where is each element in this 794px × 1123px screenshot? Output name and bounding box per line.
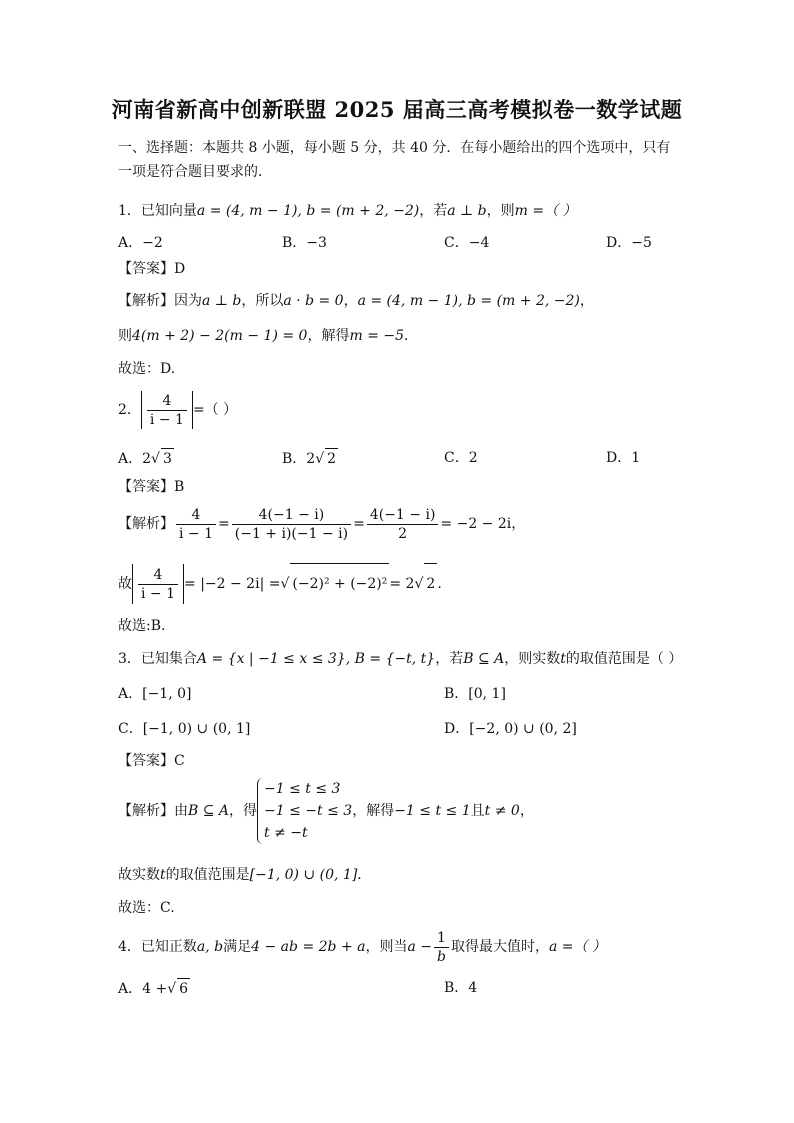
q3-prefix: 3．已知集合 xyxy=(118,651,197,667)
q3-then: ，则实数 xyxy=(504,651,561,667)
q1-l2-a: 则 xyxy=(118,328,132,344)
answer-label: 【答案】 xyxy=(118,261,174,277)
q3-an-1: 由 xyxy=(174,803,188,819)
q3-an-sub: B ⊆ A xyxy=(188,803,230,819)
q2-frac3 xyxy=(367,506,439,543)
q2-num: 4 xyxy=(147,392,187,411)
q4-a: a − xyxy=(407,939,432,955)
q2-opt-b-coef: 2 xyxy=(306,451,316,467)
q2-l2-abs xyxy=(132,564,184,604)
q3-option-b: B．[0, 1] xyxy=(444,686,506,702)
q3-l2-c: ． xyxy=(357,867,372,883)
q1-l2-b: ，解得 xyxy=(307,328,350,344)
q4-option-b: B．4 xyxy=(444,980,478,996)
q1-ask: m =（ ） xyxy=(514,203,577,219)
q2-l2-den: i − 1 xyxy=(141,585,176,602)
q2-l2-end: . xyxy=(437,576,442,592)
q3-mid: ，若 xyxy=(435,651,464,667)
q4-opt-a-rad: 6 xyxy=(177,978,190,999)
q2-eq-end: = −2 − 2i xyxy=(440,516,512,532)
q4-frac-den: b xyxy=(437,948,446,965)
q3-l2-b: 的取值范围是 xyxy=(165,867,250,883)
q4-ab: a, b xyxy=(196,939,224,955)
q2-frac1-den: i − 1 xyxy=(179,525,214,542)
q4-ask: a =（ ） xyxy=(548,939,606,955)
q3-an-5: ， xyxy=(519,803,534,819)
q3-an-3: ，解得 xyxy=(352,803,395,819)
q2-suffix: =（ ） xyxy=(192,402,238,418)
q1-analysis-text3: ， xyxy=(343,293,358,309)
q2-l2-prefix: 故 xyxy=(118,576,132,592)
q2-fraction xyxy=(147,392,187,429)
q2-option-c: C．2 xyxy=(444,450,478,466)
page-title: 河南省新高中创新联盟 2025 届高三高考模拟卷一数学试题 xyxy=(111,97,683,122)
section-intro: 一、选择题：本题共 8 小题，每小题 5 分，共 40 分．在每小题给出的四个选项中，只有一项是符合题目要求的． xyxy=(118,140,671,180)
q1-option-d: D．−5 xyxy=(606,235,652,251)
q4-then: ，则当 xyxy=(365,939,408,955)
q1-l2-c: ． xyxy=(404,328,419,344)
q2-analysis-end: ， xyxy=(511,516,526,532)
q2-abs xyxy=(141,391,193,429)
q2-l2-eq: = 2 xyxy=(389,576,415,592)
q4-eq: 4 − ab = 2b + a xyxy=(251,939,366,955)
q2-analysis-line2: 故 $\frac{4}{i - 1}$ = |−2 − 2i| =√ (−2)² + (−2)² = 2√ 2 . xyxy=(118,563,442,604)
q3-an-res2: t ≠ 0 xyxy=(484,803,520,819)
q1-option-a: A．−2 xyxy=(118,235,163,251)
q3-analysis-line2 xyxy=(118,865,371,885)
q3-option-d: D．[−2, 0) ∪ (0, 2] xyxy=(444,721,577,737)
q3-an-4: 且 xyxy=(470,803,485,819)
q2-opt-a-coef: 2 xyxy=(142,451,152,467)
q2-opt-b-rad: 2 xyxy=(325,448,338,469)
analysis-label: 【解析】 xyxy=(118,293,174,309)
q2-l2-mid: = |−2 − 2i| = xyxy=(184,576,281,592)
q1-analysis-dot: a · b = 0 xyxy=(283,293,344,309)
q1-answer-value: D xyxy=(174,261,186,277)
q2-frac1 xyxy=(176,506,216,543)
analysis-label: 【解析】 xyxy=(118,516,174,532)
q3-l2-t: t xyxy=(160,867,166,883)
q3-t: t xyxy=(560,651,566,667)
q3-analysis xyxy=(118,778,534,844)
q2-frac2 xyxy=(232,506,351,543)
q3-l2-range: [−1, 0) ∪ (0, 1] xyxy=(249,867,358,883)
q1-perp: a ⊥ b xyxy=(447,203,487,219)
q2-stem xyxy=(118,391,237,429)
q3-system xyxy=(257,778,352,844)
q1-vec-a: a = (4, m − 1), xyxy=(196,203,307,219)
q1-mid: ，若 xyxy=(419,203,448,219)
q3-sys-3: t ≠ −t xyxy=(264,825,308,841)
q1-vec-b: b = (m + 2, −2) xyxy=(306,203,420,219)
q4-frac-num: 1 xyxy=(434,929,449,948)
q4-max: 取得最大值时， xyxy=(450,939,549,955)
q3-answer xyxy=(118,751,185,771)
answer-label: 【答案】 xyxy=(118,479,174,495)
answer-label: 【答案】 xyxy=(118,753,174,769)
q4-mid: 满足 xyxy=(223,939,252,955)
q3-sub: B ⊆ A xyxy=(463,651,505,667)
q3-choose: 故选：C. xyxy=(118,900,175,916)
q4-opt-a-prefix: A．4 + xyxy=(118,981,168,997)
q1-l2-res: m = −5 xyxy=(349,328,405,344)
q2-l2-rad2: 2 xyxy=(424,563,437,604)
q2-option-b: B．2√ 2 xyxy=(282,448,338,469)
q2-frac2-num: 4(−1 − i) xyxy=(232,506,351,525)
analysis-label: 【解析】 xyxy=(118,803,174,819)
q2-l2-frac xyxy=(138,566,178,603)
q1-analysis-perp: a ⊥ b xyxy=(202,293,242,309)
q1-option-b: B．−3 xyxy=(282,235,327,251)
q2-frac1-num: 4 xyxy=(176,506,216,525)
q1-then: ，则 xyxy=(486,203,515,219)
q3-sys-2: −1 ≤ −t ≤ 3 xyxy=(264,803,353,819)
q3-end: 的取值范围是（ ） xyxy=(565,651,683,667)
q1-option-c: C．−4 xyxy=(444,235,490,251)
q3-sys-1: −1 ≤ t ≤ 3 xyxy=(264,781,341,797)
q1-analysis-vec: a = (4, m − 1), b = (m + 2, −2) xyxy=(357,293,580,309)
q3-an-res: −1 ≤ t ≤ 1 xyxy=(394,803,471,819)
q1-analysis xyxy=(118,291,594,311)
q4-prefix: 4．已知正数 xyxy=(118,939,197,955)
q3-stem xyxy=(118,649,682,669)
q2-choose: 故选:B. xyxy=(118,618,166,634)
q2-prefix: 2． xyxy=(118,402,141,418)
q2-l2-rad: (−2)² + (−2)² xyxy=(290,563,389,604)
q3-answer-value: C xyxy=(174,753,185,769)
q1-l2-eq: 4(m + 2) − 2(m − 1) = 0 xyxy=(132,328,308,344)
q2-frac3-num: 4(−1 − i) xyxy=(367,506,439,525)
q2-answer xyxy=(118,477,184,497)
q4-stem xyxy=(118,928,606,966)
q3-option-a: A．[−1, 0] xyxy=(118,686,192,702)
q3-an-2: ，得 xyxy=(229,803,258,819)
q1-choose: 故选：D. xyxy=(118,361,176,377)
q2-l2-num: 4 xyxy=(138,566,178,585)
q2-opt-a-rad: 3 xyxy=(161,448,174,469)
q4-fraction xyxy=(434,929,449,966)
q2-frac2-den: (−1 + i)(−1 − i) xyxy=(234,525,349,542)
q1-stem xyxy=(118,201,577,221)
q3-sets: A = {x | −1 ≤ x ≤ 3}, B = {−t, t} xyxy=(196,651,436,667)
q4-option-a: A．4 +√ 6 xyxy=(118,978,190,999)
q2-analysis: 【解析】 $\frac{4}{i - 1}$ = $\frac{4(-1 - i)}{(-1 + i)(-1 - i)}$ = $\frac{4(-1 - i)}{2}$ = −2 − 2i， xyxy=(118,506,526,542)
q2-frac3-den: 2 xyxy=(398,525,408,542)
q1-analysis-line2 xyxy=(118,326,418,346)
q2-answer-value: B xyxy=(174,479,185,495)
q3-option-c: C．[−1, 0) ∪ (0, 1] xyxy=(118,721,251,737)
q2-option-a: A．2√ 3 xyxy=(118,448,174,469)
q2-den: i − 1 xyxy=(149,411,184,428)
q1-analysis-text2: ，所以 xyxy=(241,293,284,309)
q1-answer xyxy=(118,259,185,279)
q1-analysis-text: 因为 xyxy=(174,293,202,309)
q3-l2-a: 故实数 xyxy=(118,867,160,883)
q1-analysis-text4: ， xyxy=(579,293,594,309)
q1-prefix: 1．已知向量 xyxy=(118,203,197,219)
q2-option-d: D．1 xyxy=(606,450,641,466)
